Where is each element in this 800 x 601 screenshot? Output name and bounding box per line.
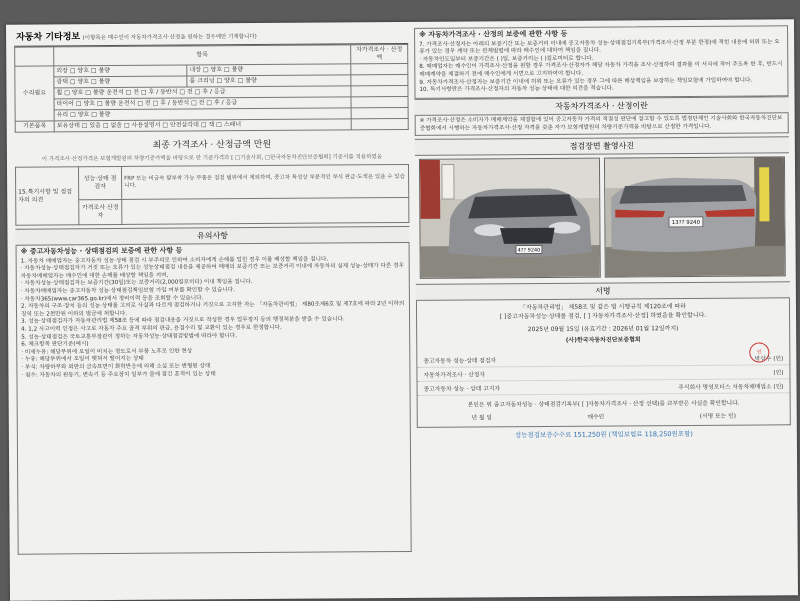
notice-item: · 자동차매매업자는 중고자동차 성능·상태점검책임보험 가입 여부를 확인할 수 있습니다.	[20, 287, 235, 295]
option-row-2: 휠 □ 양호 □ 불량 운전석 □ 전 □ 후 / 동반석 □ 전 □ 후 / 응급	[54, 86, 351, 99]
special-note: FRP 또는 비금속 탈부착 가능 부품은 점검 범위에서 제외하며, 중고차 특성상 부분적인 부식 판금·도색은 있을 수 있습니다.	[121, 164, 408, 199]
photo-area	[415, 154, 790, 283]
left-column	[14, 28, 412, 595]
options-table	[14, 44, 409, 133]
section-title: 자동차 기타정보	[16, 32, 81, 43]
sign-row-inspector: 중고자동차 성능·상태 점검자 박상수 (인)	[417, 352, 789, 369]
sign-title: 서명	[416, 282, 790, 302]
repair-label: 수리필요	[15, 66, 54, 121]
notice-item: · 자동차성능·상태점검자가 거짓 또는 오류가 있는 성능상태점검 내용을 제공하여 매매의 보증기간 또는 보증거리 이내에 자동차의 실제 성능·상태가 다른 경우 자동차매매업자는 매수인에 대한 손해를 배상할 책임을 지며,	[20, 263, 404, 280]
basic-value: 보유상태 □ 있음 □ 없음 □ 사용설명서 □ 안전삼각대 □ 잭 □ 스패너	[54, 119, 351, 132]
appraisal-def-title: 자동차가격조사 · 산정이란	[415, 96, 789, 116]
section-subtitle: (이항목은 매수인이 자동차가격조사·산정을 원하는 경우에만 기재합니다)	[82, 34, 257, 42]
fee-footer: 성능점검보증수수료 151,250원 (책임보험료 118,250원포함)	[514, 430, 693, 440]
option-row-0: 외장 □ 양호 □ 불량	[54, 65, 187, 77]
notice-item: 3. 성능·상태점검자가 자동차관리법 제58조 등에 따라 점검내용을 거짓으로 작성한 경우 업무정지 등의 행정처분을 받을 수 있습니다.	[21, 316, 345, 326]
option-row-1: 광택 □ 양호 □ 불량	[54, 76, 187, 88]
front-car-photo	[419, 158, 601, 279]
option-row-3: 타이어 □ 양호 □ 불량 운전석 □ 전 □ 후 / 동반석 □ 전 □ 후 / 응급	[54, 97, 351, 110]
sign-row-notifier: 중고자동차 성능 · 상태 고지자 주식회사 명성모터스 자동차매매업소 (인)	[418, 380, 790, 397]
appraisal-item: 8. 매매업자는 매수인이 가격조사·산정을 원할 경우 가격조사·산정자가 해당 자동차 가격을 조사·산정하여 결과를 이 서식에 적어 주도록 한 후, 반드시 매매계약을 체결하기 전에 매수인에게 서면으로 고지하여야 합니다.	[419, 61, 783, 78]
sign-date: 2025년 09월 15일 (유효기간 : 2026년 01월 12일까지)	[527, 325, 679, 334]
sign-confirm-line: [ ]중고자동차성능·상태를 점검, [ ] 자동차가격조사·산정] 하였음을 확인합니다.	[499, 312, 707, 321]
appraisal-item: 9. 자동차가격조사·산정자는 보증기간 이내에 허위 또는 오류가 있는 경우 그에 따른 배상책임을 보장하는 책임보험에 가입하여야 합니다.	[419, 77, 753, 86]
final-price-line: 최종 가격조사 · 산정금액 만원	[152, 139, 272, 151]
option-row-right-0: 내장 □ 양호 □ 불량	[187, 64, 351, 76]
notice-item: · 자동차365(www.car365.go.kr)에서 정비이력 등을 조회할 수 있습니다.	[20, 294, 204, 303]
notice-item: · 자동차성능·상태점검자는 보증기간(30일)또는 보증거리(2,000킬로미터) 이내 책임을 집니다.	[20, 279, 253, 288]
notice-box	[16, 243, 412, 555]
notice-item: · 침수: 자동차의 원동기, 변속기 등 주요장치 일부가 물에 잠긴 흔적이 있는 상태	[21, 370, 216, 379]
receipt-row: 년 월 일 매수인 (서명 또는 인)	[471, 414, 737, 422]
special-notes-table	[15, 164, 409, 226]
notice-item: · 부식: 차량하부와 외판의 금속표면이 화학반응에 의해 소실 또는 변형된 상태	[21, 363, 211, 371]
notice-item: 2. 자동차의 구조·장치 등의 성능·상태를 고의로 사실과 다르게 점검하거나 거짓으로 고지한 자는 「자동차관리법」 제80조제6호 및 제7호에 따라 2년 이하의 징역 또는 2천만원 이하의 벌금에 처합니다.	[20, 301, 405, 318]
red-seal-stamp: 인	[749, 343, 769, 363]
special-row-inspector: 성능·상태 점검자	[78, 166, 121, 199]
option-row-4: 유리 □ 양호 □ 불량	[54, 108, 351, 121]
notice-item: · 미세누유: 해당부위에 오일이 비치는 정도로서 부품 노후로 인한 현상	[21, 348, 193, 356]
special-label: 15.특기사항 및 점검자의 의견	[15, 167, 78, 225]
photo-title: 점검장면 촬영사진	[415, 137, 789, 157]
notice-item: 6. 체크항목 판단기준(예시)	[21, 341, 89, 348]
rear-plate: 13?? 9240	[671, 220, 701, 227]
signature-box	[416, 299, 791, 429]
appraisal-guarantee-box	[414, 25, 788, 98]
appraisal-item: · 자동차인도일부터 보증기간은 ( )일, 보증거리는 ( )킬로미터로 합니다.	[419, 55, 594, 63]
receipt-text: 본인은 위 중고자동차성능 · 상태점검기록부( [ ]자동차가격조사 · 산정 선택)를 교부받은 사실을 확인합니다.	[467, 400, 740, 409]
sign-row-appraiser: 자동차가격조사 · 산정자 (인)	[417, 366, 789, 383]
basic-label: 기본품목	[15, 121, 54, 132]
notice-item: 5. 성능·상태점검은 국토교통부장관이 정하는 자동차성능·상태점검방법에 따라야 합니다.	[21, 332, 238, 341]
notice-item: 1. 자동차 매매업자는 중고자동차 성능·상태 점검 시 부주의로 인하여 소비자에게 손해를 입힌 경우 이를 배상할 책임을 집니다.	[20, 256, 329, 265]
appraisal-def-text: ※ 가격조사·산정은 소비자가 매매계약을 체결함에 있어 중고자동차 가격의 적절성 판단에 참고할 수 있도록 법정단체인 기술사회와 한국자동차진단보증협회에서 시행하는 자동차가격조사·산정 자격을 갖춘 자가 보험개발원의 차량기준가액을 바탕으로 산정한 가격입니다.	[415, 113, 789, 136]
rear-car-photo	[604, 157, 786, 278]
notice-heading: ※ 중고자동차성능 · 상태점검의 보증에 관한 사항 등	[20, 246, 183, 256]
appraisal-item: 10. 특기사항란은 가격조사·산정자의 자동차 성능·상태에 대한 의견을 적습니다.	[419, 85, 614, 94]
notice-item: 4. 1,2 사고이력 인정은 사고로 자동차 주요 골격 부위의 판금, 용접수리 및 교환이 있는 경우로 한정합니다.	[21, 324, 282, 333]
notice-item: · 누유: 해당부위에서 오일이 맺혀서 떨어지는 상태	[21, 356, 144, 363]
option-row-right-1: 룸 크리닝 □ 양호 □ 불량	[187, 75, 351, 87]
notice-title: 유의사항	[15, 226, 409, 246]
document-page	[6, 19, 798, 600]
sign-law-line: 「자동차관리법」 제58조 및 같은 법 시행규칙 제120조에 따라	[519, 303, 687, 312]
special-row-appraiser: 가격조사 산정자	[79, 199, 122, 224]
appraisal-heading: ※ 자동차가격조사 · 산정의 보증에 관한 사항 등	[419, 29, 568, 39]
appraisal-item: 7. 가격조사·산정자는 아래의 보증기간 또는 보증거리 이내에 중고자동차 성능·상태점검기록부(가격조사·산정 부분 한정)에 적힌 내용에 허위 또는 오류가 있는 경우 계약 또는 관계법령에 따라 매수인에 대하여 책임을 집니다.	[419, 38, 780, 56]
sign-org: (사)한국자동차진단보증협회	[565, 336, 641, 345]
col-item: 항목	[54, 45, 351, 66]
right-column	[414, 25, 792, 592]
col-price: 자가격조사 · 산정액	[351, 44, 408, 63]
front-plate: 4?? 9240	[517, 247, 541, 254]
price-rule: 이 가격조사·산정가격은 보험개발원의 차량기준가액을 바탕으로 한 기준가격과 [ □기술사회, □한국자동차진단보증협회] 기준서를 적용하였음	[41, 154, 383, 163]
